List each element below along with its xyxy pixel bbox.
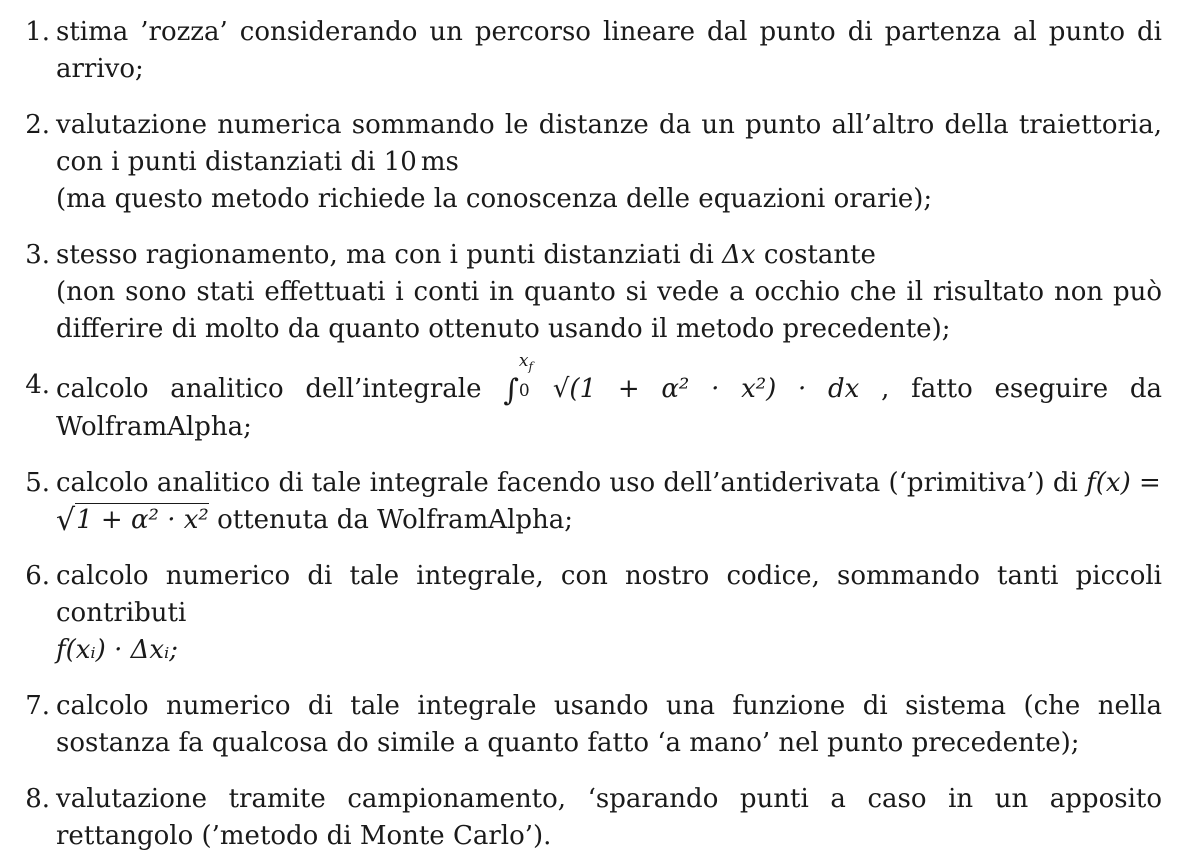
list-item	[0, 558, 1180, 669]
integral-lower-limit: 0	[518, 381, 530, 401]
item-number: 3.	[25, 240, 50, 270]
item-text: valutazione numerica sommando le distanze da un punto all’altro della traiettoria, con i punti distanziati di	[56, 110, 1162, 177]
item-number: 6.	[25, 561, 50, 591]
function-expression: f(x) =	[1086, 468, 1161, 498]
list-item	[0, 14, 1180, 88]
time-value: 10	[383, 147, 417, 177]
item-text-post: costante	[763, 240, 876, 270]
item-text: stesso ragionamento, ma con i punti distanziati di	[56, 240, 714, 270]
delta-x-symbol: Δx	[722, 240, 756, 270]
list-item	[0, 107, 1180, 218]
methods-list	[0, 14, 1180, 855]
list-item	[0, 237, 1180, 348]
item-number: 7.	[25, 691, 50, 721]
square-root	[56, 502, 209, 539]
integral-formula	[503, 351, 860, 408]
integrand: √(1 + α² · x²) · dx	[552, 374, 860, 404]
integral-upper-limit: $x_f$	[518, 351, 533, 374]
item-text: calcolo numerico di tale integrale, con nostro codice, sommando tanti piccoli contributi	[56, 561, 1162, 628]
item-number: 8.	[25, 784, 50, 814]
list-item	[0, 781, 1180, 855]
item-number: 2.	[25, 110, 50, 140]
list-item	[0, 465, 1180, 539]
integral-limits	[518, 351, 553, 401]
item-note: (non sono stati effettuati i conti in quanto si vede a occhio che il risultato non può differire di molto da quanto ottenuto usando il metodo precedente);	[56, 277, 1162, 344]
item-text-post: , fatto eseguire da WolframAlpha;	[56, 374, 1162, 442]
integral-sign: ∫	[503, 373, 519, 408]
time-unit: ms	[420, 147, 459, 177]
sum-term-formula: f(xᵢ) · Δxᵢ;	[56, 635, 179, 665]
item-text-post: ottenuta da WolframAlpha;	[217, 505, 574, 535]
item-text: calcolo analitico dell’integrale	[56, 374, 482, 404]
item-number: 4.	[25, 370, 50, 400]
radicand: 1 + α² · x²	[76, 505, 209, 535]
item-note: (ma questo metodo richiede la conoscenza delle equazioni orarie);	[56, 184, 933, 214]
item-text: valutazione tramite campionamento, ‘sparando punti a caso in un apposito rettangolo (’metodo di Monte Carlo’).	[56, 784, 1162, 851]
item-text: stima ’rozza’ considerando un percorso lineare dal punto di partenza al punto di arrivo;	[56, 17, 1162, 84]
item-number: 1.	[25, 17, 50, 47]
radical-sign: √	[56, 503, 76, 538]
item-number: 5.	[25, 468, 50, 498]
list-item	[0, 351, 1180, 446]
item-text: calcolo numerico di tale integrale usando una funzione di sistema (che nella sostanza fa qualcosa do simile a quanto fatto ‘a mano’ nel punto precedente);	[56, 691, 1162, 758]
list-item	[0, 688, 1180, 762]
item-text: calcolo analitico di tale integrale facendo uso dell’antiderivata (‘primitiva’) di	[56, 468, 1078, 498]
item-line-2	[56, 502, 1162, 539]
